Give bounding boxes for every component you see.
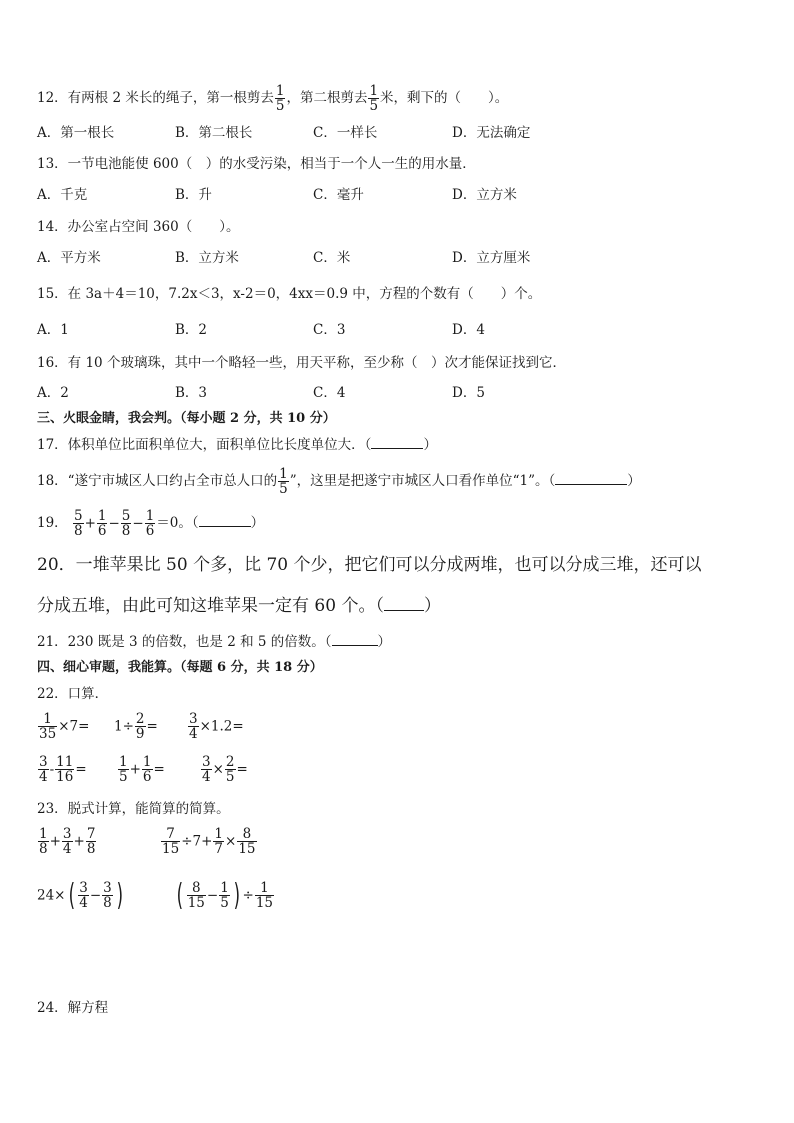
- numerator: 2: [225, 754, 235, 770]
- denominator: 5: [225, 769, 235, 785]
- denominator: 6: [97, 523, 107, 539]
- denominator: 4: [62, 841, 72, 857]
- section-4-heading: 四、细心审题，我能算。（每题 6 分，共 18 分）: [37, 660, 323, 675]
- fraction: [78, 881, 89, 910]
- paren-close: ）: [423, 596, 441, 616]
- plus-sign: +: [73, 833, 85, 850]
- mental-calc-5: [117, 755, 165, 784]
- numerator: 3: [103, 880, 112, 896]
- mental-calc-1: [37, 712, 89, 741]
- plus-sign: +: [201, 833, 213, 850]
- numerator: 1: [220, 880, 229, 896]
- calc-expression-1: [37, 827, 97, 856]
- numerator: 1: [275, 83, 285, 99]
- q20-text: 分成五堆，由此可知这堆苹果一定有 60 个。（: [37, 596, 384, 616]
- numerator: 3: [202, 754, 211, 770]
- operand: 1: [114, 718, 123, 735]
- denominator: 8: [103, 895, 112, 911]
- option-c[interactable]: C．毫升: [313, 187, 364, 203]
- fraction: [188, 712, 199, 741]
- denominator: 15: [255, 895, 274, 911]
- numerator: 8: [192, 880, 201, 896]
- section-3-heading: 三、火眼金睛，我会判。（每小题 2 分，共 10 分）: [37, 411, 336, 426]
- question-13: 13．一节电池能使 600（ ）的水受污染，相当于一个人一生的用水量．: [37, 156, 476, 172]
- denominator: 8: [39, 841, 48, 857]
- denominator: 15: [238, 841, 256, 857]
- operand: 7=: [69, 718, 90, 735]
- denominator: 16: [56, 769, 74, 785]
- times-sign: ×: [199, 718, 211, 735]
- paren-close: ）: [627, 473, 641, 489]
- denominator: 5: [220, 895, 229, 911]
- minus-sign: −: [206, 887, 219, 904]
- denominator: 4: [39, 769, 48, 785]
- denominator: 6: [142, 769, 152, 785]
- numerator: 1: [119, 754, 128, 770]
- q19-tail: ＝0。（: [156, 515, 199, 531]
- denominator: 8: [121, 523, 131, 539]
- numerator: 1: [97, 508, 107, 524]
- answer-blank[interactable]: [384, 596, 424, 611]
- q17-text: 17．体积单位比面积单位大，面积单位比长度单位大．（: [37, 437, 372, 453]
- numerator: 3: [39, 754, 48, 770]
- numerator: 7: [86, 826, 96, 842]
- denominator: 7: [214, 841, 223, 857]
- denominator: 4: [189, 726, 198, 742]
- fraction: [38, 755, 49, 784]
- close-paren: ): [116, 877, 123, 913]
- mental-calc-2: [114, 712, 158, 741]
- fraction: [201, 755, 212, 784]
- denominator: 5: [275, 98, 285, 114]
- fraction: [225, 755, 236, 784]
- denominator: 9: [135, 726, 145, 742]
- option-b[interactable]: B．3: [175, 385, 208, 401]
- numerator: 7: [166, 826, 175, 842]
- option-b[interactable]: B．2: [175, 322, 208, 338]
- fraction: [368, 84, 379, 113]
- paren-close: ）: [377, 634, 392, 650]
- fraction: [219, 881, 230, 910]
- option-b[interactable]: B．第二根长: [175, 125, 253, 141]
- option-c[interactable]: C．3: [313, 322, 346, 338]
- numerator: 1: [43, 711, 52, 727]
- q12-text-mid: ，第二根剪去: [286, 90, 368, 106]
- times-sign: ×: [225, 833, 237, 850]
- fraction: [62, 827, 73, 856]
- question-19: [37, 504, 264, 542]
- div-sign: ÷: [181, 833, 193, 850]
- numerator: 8: [242, 826, 252, 842]
- denominator: 5: [119, 769, 128, 785]
- plus-sign: +: [84, 515, 96, 532]
- equals-sign: =: [75, 761, 87, 778]
- denominator: 8: [86, 841, 96, 857]
- fraction: [135, 712, 146, 741]
- denominator: 5: [279, 481, 288, 497]
- q12-text: 12．有两根 2 米长的绳子，第一根剪去: [37, 90, 274, 106]
- question-20-line1: 20．一堆苹果比 50 个多，比 70 个少，把它们可以分成两堆，也可以分成三堆，还可以: [37, 555, 702, 575]
- q21-text: 21．230 既是 3 的倍数，也是 2 和 5 的倍数。（: [37, 634, 332, 650]
- paren-close: ）: [423, 437, 437, 453]
- answer-blank[interactable]: [371, 436, 423, 449]
- equals-sign: =: [146, 718, 158, 735]
- div-sign: ÷: [122, 718, 134, 735]
- fraction: [38, 712, 57, 741]
- option-d[interactable]: D．立方米: [452, 187, 517, 203]
- close-paren: ): [233, 877, 240, 913]
- fraction: [73, 509, 84, 538]
- operand: 24×: [37, 887, 66, 904]
- option-d[interactable]: D．无法确定: [452, 125, 531, 141]
- numerator: 1: [260, 880, 269, 896]
- numerator: 1: [279, 466, 288, 482]
- fraction: [278, 467, 289, 496]
- minus-sign: −: [89, 887, 102, 904]
- question-12: [37, 80, 508, 116]
- minus-sign: −: [108, 515, 120, 532]
- fraction: [213, 827, 224, 856]
- numerator: 3: [79, 880, 88, 896]
- denominator: 4: [79, 895, 88, 911]
- numerator: 11: [56, 754, 74, 770]
- question-20-line2: [37, 595, 441, 617]
- denominator: 35: [39, 726, 57, 742]
- denominator: 15: [187, 895, 205, 911]
- option-d[interactable]: D．立方厘米: [452, 250, 531, 266]
- fraction: [145, 509, 156, 538]
- denominator: 15: [162, 841, 180, 857]
- fraction: [38, 827, 49, 856]
- fraction: [142, 755, 153, 784]
- equals-sign: =: [153, 761, 165, 778]
- fraction: [55, 755, 74, 784]
- q12-text-post: 米，剩下的（ ）。: [380, 90, 509, 106]
- fraction: [97, 509, 108, 538]
- answer-blank[interactable]: [332, 633, 378, 646]
- question-17: [37, 436, 437, 454]
- fraction: [255, 881, 274, 910]
- numerator: 1: [142, 754, 152, 770]
- denominator: 4: [202, 769, 211, 785]
- fraction: [161, 827, 180, 856]
- mental-calc-3: [187, 712, 244, 741]
- option-d[interactable]: D．5: [452, 385, 485, 401]
- numerator: 5: [73, 508, 83, 524]
- fraction: [118, 755, 129, 784]
- div-sign: ÷: [242, 887, 254, 904]
- denominator: 5: [369, 98, 379, 114]
- option-d[interactable]: D．4: [452, 322, 485, 338]
- q19-label: 19．: [37, 515, 68, 531]
- numerator: 1: [369, 83, 379, 99]
- question-16: 16．有 10 个玻璃珠，其中一个略轻一些，用天平称，至少称（ ）次才能保证找到它．: [37, 355, 566, 371]
- equals-sign: =: [236, 761, 248, 778]
- q18-text: 18．“遂宁市城区人口约占全市总人口的: [37, 473, 278, 489]
- minus-sign: -: [49, 761, 55, 778]
- numerator: 3: [189, 711, 198, 727]
- option-a[interactable]: A．第一根长: [37, 125, 115, 141]
- question-23: 23．脱式计算，能简算的简算。: [37, 801, 230, 817]
- fraction: [102, 881, 113, 910]
- calc-expression-2: [160, 827, 258, 856]
- option-c[interactable]: C．一样长: [313, 125, 378, 141]
- denominator: 8: [73, 523, 83, 539]
- times-sign: ×: [58, 718, 70, 735]
- operand: 1.2=: [210, 718, 244, 735]
- calc-expression-4: [174, 878, 275, 913]
- numerator: 1: [145, 508, 155, 524]
- fraction: [275, 84, 286, 113]
- answer-blank[interactable]: [199, 514, 251, 527]
- option-a[interactable]: A．2: [37, 385, 69, 401]
- fraction: [121, 509, 132, 538]
- question-21: [37, 633, 391, 651]
- fraction: [86, 827, 97, 856]
- open-paren: (: [176, 877, 184, 913]
- operand: 7: [192, 833, 202, 850]
- question-22: 22．口算．: [37, 686, 109, 702]
- times-sign: ×: [212, 761, 224, 778]
- question-18: [37, 462, 641, 500]
- answer-blank[interactable]: [555, 472, 627, 485]
- numerator: 1: [214, 826, 223, 842]
- numerator: 3: [62, 826, 72, 842]
- mental-calc-6: [200, 755, 248, 784]
- fraction: [187, 881, 206, 910]
- minus-sign: −: [132, 515, 144, 532]
- denominator: 6: [145, 523, 155, 539]
- option-c[interactable]: C．米: [313, 250, 351, 266]
- fraction: [237, 827, 256, 856]
- mental-calc-4: [37, 755, 87, 784]
- open-paren: (: [68, 877, 75, 913]
- paren-close: ）: [250, 515, 265, 531]
- numerator: 2: [135, 711, 145, 727]
- numerator: 1: [39, 826, 48, 842]
- option-a[interactable]: A．平方米: [37, 250, 101, 266]
- option-c[interactable]: C．4: [313, 385, 346, 401]
- plus-sign: +: [49, 833, 61, 850]
- plus-sign: +: [129, 761, 141, 778]
- option-a[interactable]: A．千克: [37, 187, 88, 203]
- numerator: 5: [121, 508, 131, 524]
- question-24: 24．解方程: [37, 1000, 109, 1016]
- question-14: 14．办公室占空间 360（ ）。: [37, 219, 240, 235]
- option-b[interactable]: B．升: [175, 187, 212, 203]
- calc-expression-3: [37, 878, 125, 913]
- question-15: 15．在 3a＋4＝10，7.2x＜3，x-2＝0，4xx＝0.9 中，方程的个数有（ ）个。: [37, 286, 542, 302]
- option-a[interactable]: A．1: [37, 322, 69, 338]
- option-b[interactable]: B．立方米: [175, 250, 239, 266]
- q18-text-post: ”，这里是把遂宁市城区人口看作单位“1”。（: [289, 473, 556, 489]
